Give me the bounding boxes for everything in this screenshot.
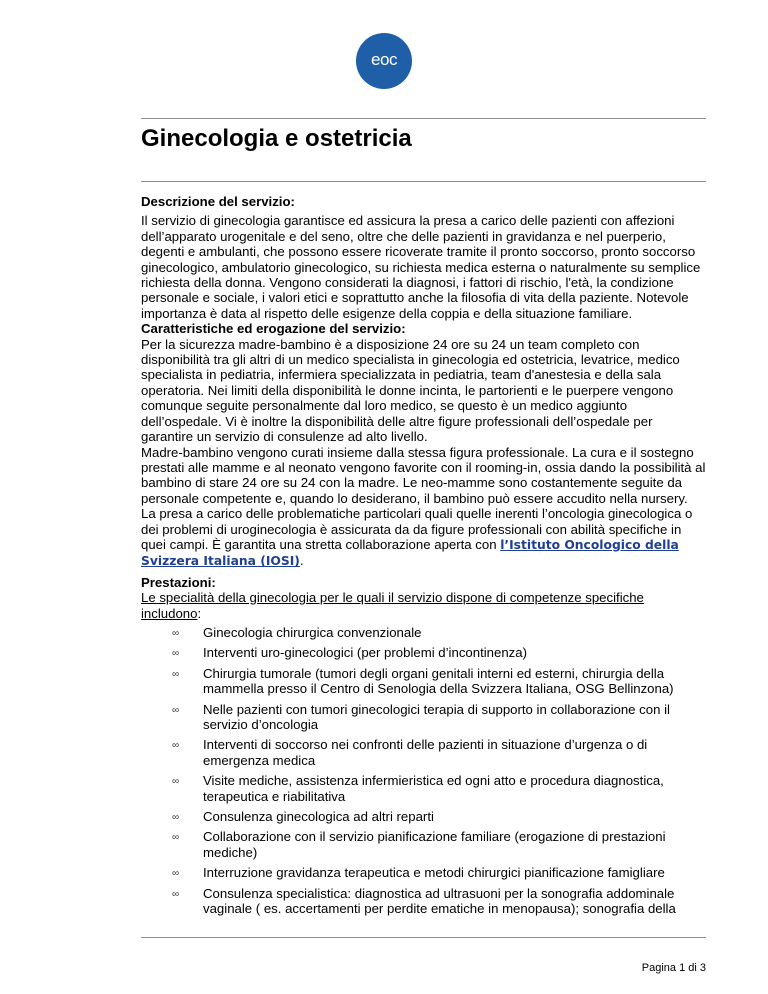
- top-divider: [141, 118, 706, 119]
- prestazioni-intro-colon: :: [197, 605, 202, 621]
- title-divider: [141, 181, 706, 182]
- prestazioni-list: [141, 625, 707, 917]
- infinity-bullet-icon: ∞: [172, 648, 180, 660]
- infinity-bullet-icon: ∞: [172, 832, 180, 844]
- infinity-bullet-icon: ∞: [172, 868, 180, 880]
- infinity-bullet-icon: ∞: [172, 888, 180, 900]
- descrizione-heading: Descrizione del servizio:: [141, 194, 295, 209]
- eoc-logo-text: eoc: [371, 50, 397, 69]
- prestazione-text: Interventi di soccorso nei confronti delle pazienti in situazione d’urgenza o di emergenza medica: [203, 737, 648, 768]
- prestazione-item: [141, 625, 707, 640]
- infinity-bullet-icon: ∞: [172, 668, 180, 680]
- infinity-bullet-icon: ∞: [172, 704, 180, 716]
- infinity-bullet-icon: ∞: [172, 812, 180, 824]
- caratteristiche-paragraph-3: [141, 506, 707, 570]
- prestazione-item: [141, 865, 707, 880]
- prestazione-item: [141, 886, 707, 917]
- prestazione-item: [141, 737, 707, 768]
- prestazione-item: [141, 773, 707, 804]
- prestazione-item: [141, 829, 707, 860]
- prestazione-text: Ginecologia chirurgica convenzionale: [203, 624, 422, 640]
- infinity-bullet-icon: ∞: [172, 776, 180, 788]
- prestazione-item: [141, 702, 707, 733]
- prestazione-text: Chirurgia tumorale (tumori degli organi genitali interni ed esterni, chirurgia della mammella presso il Centro di Senologia della Svizzera Italiana, OSG Bellinzona): [203, 665, 674, 697]
- prestazione-item: [141, 645, 707, 660]
- prestazione-text: Nelle pazienti con tumori ginecologici terapia di supporto in collaborazione con il servizio d’oncologia: [203, 701, 670, 732]
- document-body: [141, 194, 707, 921]
- caratteristiche-heading-line: [141, 321, 707, 336]
- prestazioni-heading: Prestazioni:: [141, 574, 216, 590]
- prestazione-text: Interruzione gravidanza terapeutica e metodi chirurgici pianificazione famigliare: [203, 865, 665, 881]
- descrizione-text: Il servizio di ginecologia garantisce ed assicura la presa a carico delle pazienti con affezioni dell’apparato urogenitale e del seno, oltre che delle pazienti in gravidanza e nel puerperio, degenti e ambulanti, che possono essere ricoverate tramite il pronto soccorso, pronto soccorso ginecologico, ambulatorio ginecologico, su richiesta medica esterna o naturalmente su semplice richiesta della donna. Vengono considerati la diagnosi, i fattori di rischio, l'età, la condizione personale e sociale, i valori etici e soprattutto anche la filosofia di vita della paziente. Notevole importanza è data al rispetto delle esigenze della coppia e della situazione familiare.: [141, 213, 701, 321]
- caratteristiche-heading-colon: :: [401, 321, 406, 337]
- iosi-link[interactable]: l’Istituto Oncologico della Svizzera Italiana (IOSI): [141, 537, 679, 569]
- caratteristiche-paragraph-3-text: La presa a carico delle problematiche particolari quali quelle inerenti l’oncologia ginecologica o dei problemi di uroginecologia è assicurata da da figure professionali con abilità specifiche in quei campi. È garantita una stretta collaborazione aperta con: [141, 506, 693, 552]
- caratteristiche-paragraph-1: Per la sicurezza madre-bambino è a disposizione 24 ore su 24 un team completo con disponibilità tra gli altri di un medico specialista in ginecologia ed ostetricia, levatrice, medico specialista in pediatria, infermiera specializzata in pediatria, team d'anestesia e della sala operatoria. Nei limiti della disponibilità le donne incinta, le partorienti e le puerpere vengono comunque seguite personalmente dal loro medico, se questo è un medico aggiunto dell’ospedale. Vi è inoltre la disponibilità delle altre figure professionali dell’ospedale per garantire un servizio di consulenze ad alto livello.: [141, 336, 680, 445]
- infinity-bullet-icon: ∞: [172, 740, 180, 752]
- page-number: Pagina 1 di 3: [641, 962, 706, 974]
- footer-divider: [141, 937, 706, 938]
- caratteristiche-paragraph-3-end: .: [299, 553, 304, 569]
- prestazioni-intro: [141, 590, 707, 621]
- page-title: Ginecologia e ostetricia: [141, 125, 412, 152]
- caratteristiche-heading: Caratteristiche ed erogazione del servizio: [141, 321, 402, 337]
- caratteristiche-paragraph-2: Madre-bambino vengono curati insieme dalla stessa figura professionale. La cura e il sostegno prestati alle mamme e al neonato vengono favorite con il rooming-in, ossia dando la possibilità al bambino di stare 24 ore su 24 con la madre. Le neo-mamme sono costantemente seguite da personale competente e, quando lo desiderano, il bambino può essere accudito nella nursery.: [141, 444, 706, 506]
- prestazioni-intro-text: Le specialità della ginecologia per le quali il servizio dispone di competenze specifiche includono: [141, 590, 644, 621]
- prestazione-text: Consulenza ginecologica ad altri reparti: [203, 809, 434, 825]
- prestazione-item: [141, 809, 707, 824]
- prestazione-text: Collaborazione con il servizio pianificazione familiare (erogazione di prestazioni mediche): [203, 829, 666, 860]
- prestazione-text: Interventi uro-ginecologici (per problemi d’incontinenza): [203, 645, 527, 661]
- prestazione-text: Consulenza specialistica: diagnostica ad ultrasuoni per la sonografia addominale vaginale ( es. accertamenti per perdite ematiche in menopausa); sonografia della: [203, 885, 676, 917]
- prestazione-text: Visite mediche, assistenza infermieristica ed ogni atto e procedura diagnostica, terapeutica e riabilitativa: [203, 773, 664, 804]
- infinity-bullet-icon: ∞: [172, 627, 180, 639]
- eoc-logo: [356, 33, 412, 89]
- prestazione-item: [141, 666, 707, 697]
